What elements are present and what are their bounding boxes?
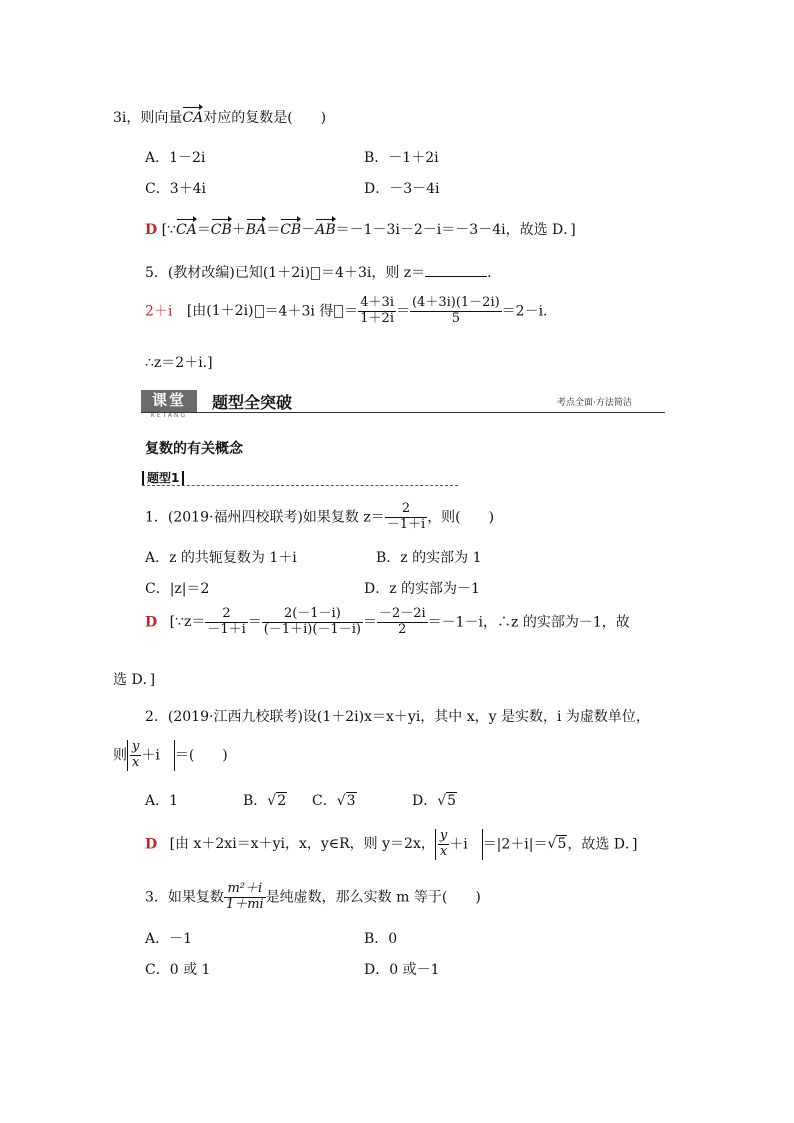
absolute-value: $\frac{y}{x}$ ＋i bbox=[127, 740, 175, 771]
q5-stem: 5．(教材改编)已知(1＋2i) ＝4＋3i，则 z＝ . bbox=[145, 262, 492, 282]
answer-letter: D bbox=[145, 836, 158, 853]
q2-option-b: B．√2 bbox=[243, 793, 287, 809]
q1-solution: D [∵z＝ $\frac{2}{-1+i}$ ＝ $\frac{2(-1-i)}{(-1+i)(-1-i)}$ ＝ $\frac{-2-2i}{2}$ ＝－1－i，∴z 的实部为－1，故 bbox=[145, 606, 630, 637]
q2-stem-line2: 则 $\frac{y}{x}$ ＋i ＝( ) bbox=[113, 739, 228, 770]
q3-option-d: D．0 或－1 bbox=[364, 962, 440, 978]
q1-solution-wrap: 选 D．] bbox=[113, 672, 156, 688]
q1-option-a: A．z 的共轭复数为 1＋i bbox=[145, 550, 297, 566]
sqrt-icon: √3 bbox=[336, 793, 356, 809]
section-title: 题型全突破 bbox=[212, 393, 293, 412]
q4-option-b: B．－1＋2i bbox=[364, 150, 439, 166]
q3-option-a: A．－1 bbox=[145, 931, 193, 947]
q1-option-b: B．z 的实部为 1 bbox=[376, 550, 482, 566]
q4-option-d: D．－3－4i bbox=[364, 181, 440, 197]
answer-letter: D bbox=[145, 222, 158, 238]
section-divider bbox=[141, 412, 665, 413]
q3-option-b: B．0 bbox=[364, 931, 398, 947]
dashed-divider bbox=[142, 485, 458, 486]
z-bar-icon bbox=[311, 267, 320, 280]
q1-option-d: D．z 的实部为－1 bbox=[364, 581, 480, 597]
q3-option-c: C．0 或 1 bbox=[145, 962, 211, 978]
q2-option-c: C．√3 bbox=[312, 793, 356, 809]
vector-ca: CA bbox=[182, 110, 204, 126]
q2-option-a: A．1 bbox=[145, 793, 179, 809]
q2-solution: D [由 x＋2xi＝x＋yi，x，y∈R，则 y＝2x， $\frac{y}{x}$ ＋i ＝|2＋i|＝√5，故选 D．] bbox=[145, 828, 638, 859]
sqrt-icon: √5 bbox=[547, 836, 567, 853]
q4-solution: D [∵CA＝CB＋BA＝CB－AB＝－1－3i－2－i＝－3－4i，故选 D．] bbox=[145, 222, 576, 238]
section-slogan: 考点全面·方法简洁 bbox=[557, 398, 632, 408]
section-tag: 课堂 bbox=[141, 390, 197, 412]
section-tag-sub: KETANG bbox=[150, 412, 188, 419]
type-label: 题型1 bbox=[142, 469, 184, 486]
q5-conclusion: ∴z＝2＋i.] bbox=[145, 355, 213, 371]
q4-option-c: C．3＋4i bbox=[145, 181, 207, 197]
q2-option-d: D．√5 bbox=[412, 793, 457, 809]
sqrt-icon: √5 bbox=[437, 793, 457, 809]
topic-heading: 复数的有关概念 bbox=[145, 441, 243, 457]
answer-value: 2＋i bbox=[145, 303, 173, 320]
answer-letter: D bbox=[145, 614, 158, 631]
fraction: $\frac{(4+3i)(1-2i)}{5}$ bbox=[411, 295, 500, 326]
sqrt-icon: √2 bbox=[267, 793, 287, 809]
q1-stem: 1．(2019·福州四校联考)如果复数 z＝ $\frac{2}{-1+i}$ ，则( ) bbox=[145, 501, 495, 532]
q1-option-c: C．|z|＝2 bbox=[145, 581, 210, 597]
q4-stem: 3i，则向量CA对应的复数是( ) bbox=[113, 110, 327, 126]
answer-blank bbox=[425, 262, 487, 277]
q3-stem: 3．如果复数 $\frac{\text{m²＋i}}{1+mi}$ 是纯虚数，那么实数 m 等于( ) bbox=[145, 881, 481, 912]
q2-stem: 2．(2019·江西九校联考)设(1＋2i)x＝x＋yi，其中 x，y 是实数，i 为虚数单位， bbox=[145, 709, 650, 725]
q4-option-a: A．1－2i bbox=[145, 150, 206, 166]
q5-solution: 2＋i [由(1＋2i) ＝4＋3i 得 ＝ $\frac{4+3i}{1+2i}$ ＝ $\frac{(4+3i)(1-2i)}{5}$ ＝2－i. bbox=[145, 295, 548, 326]
fraction: $\frac{4+3i}{1+2i}$ bbox=[360, 295, 394, 326]
